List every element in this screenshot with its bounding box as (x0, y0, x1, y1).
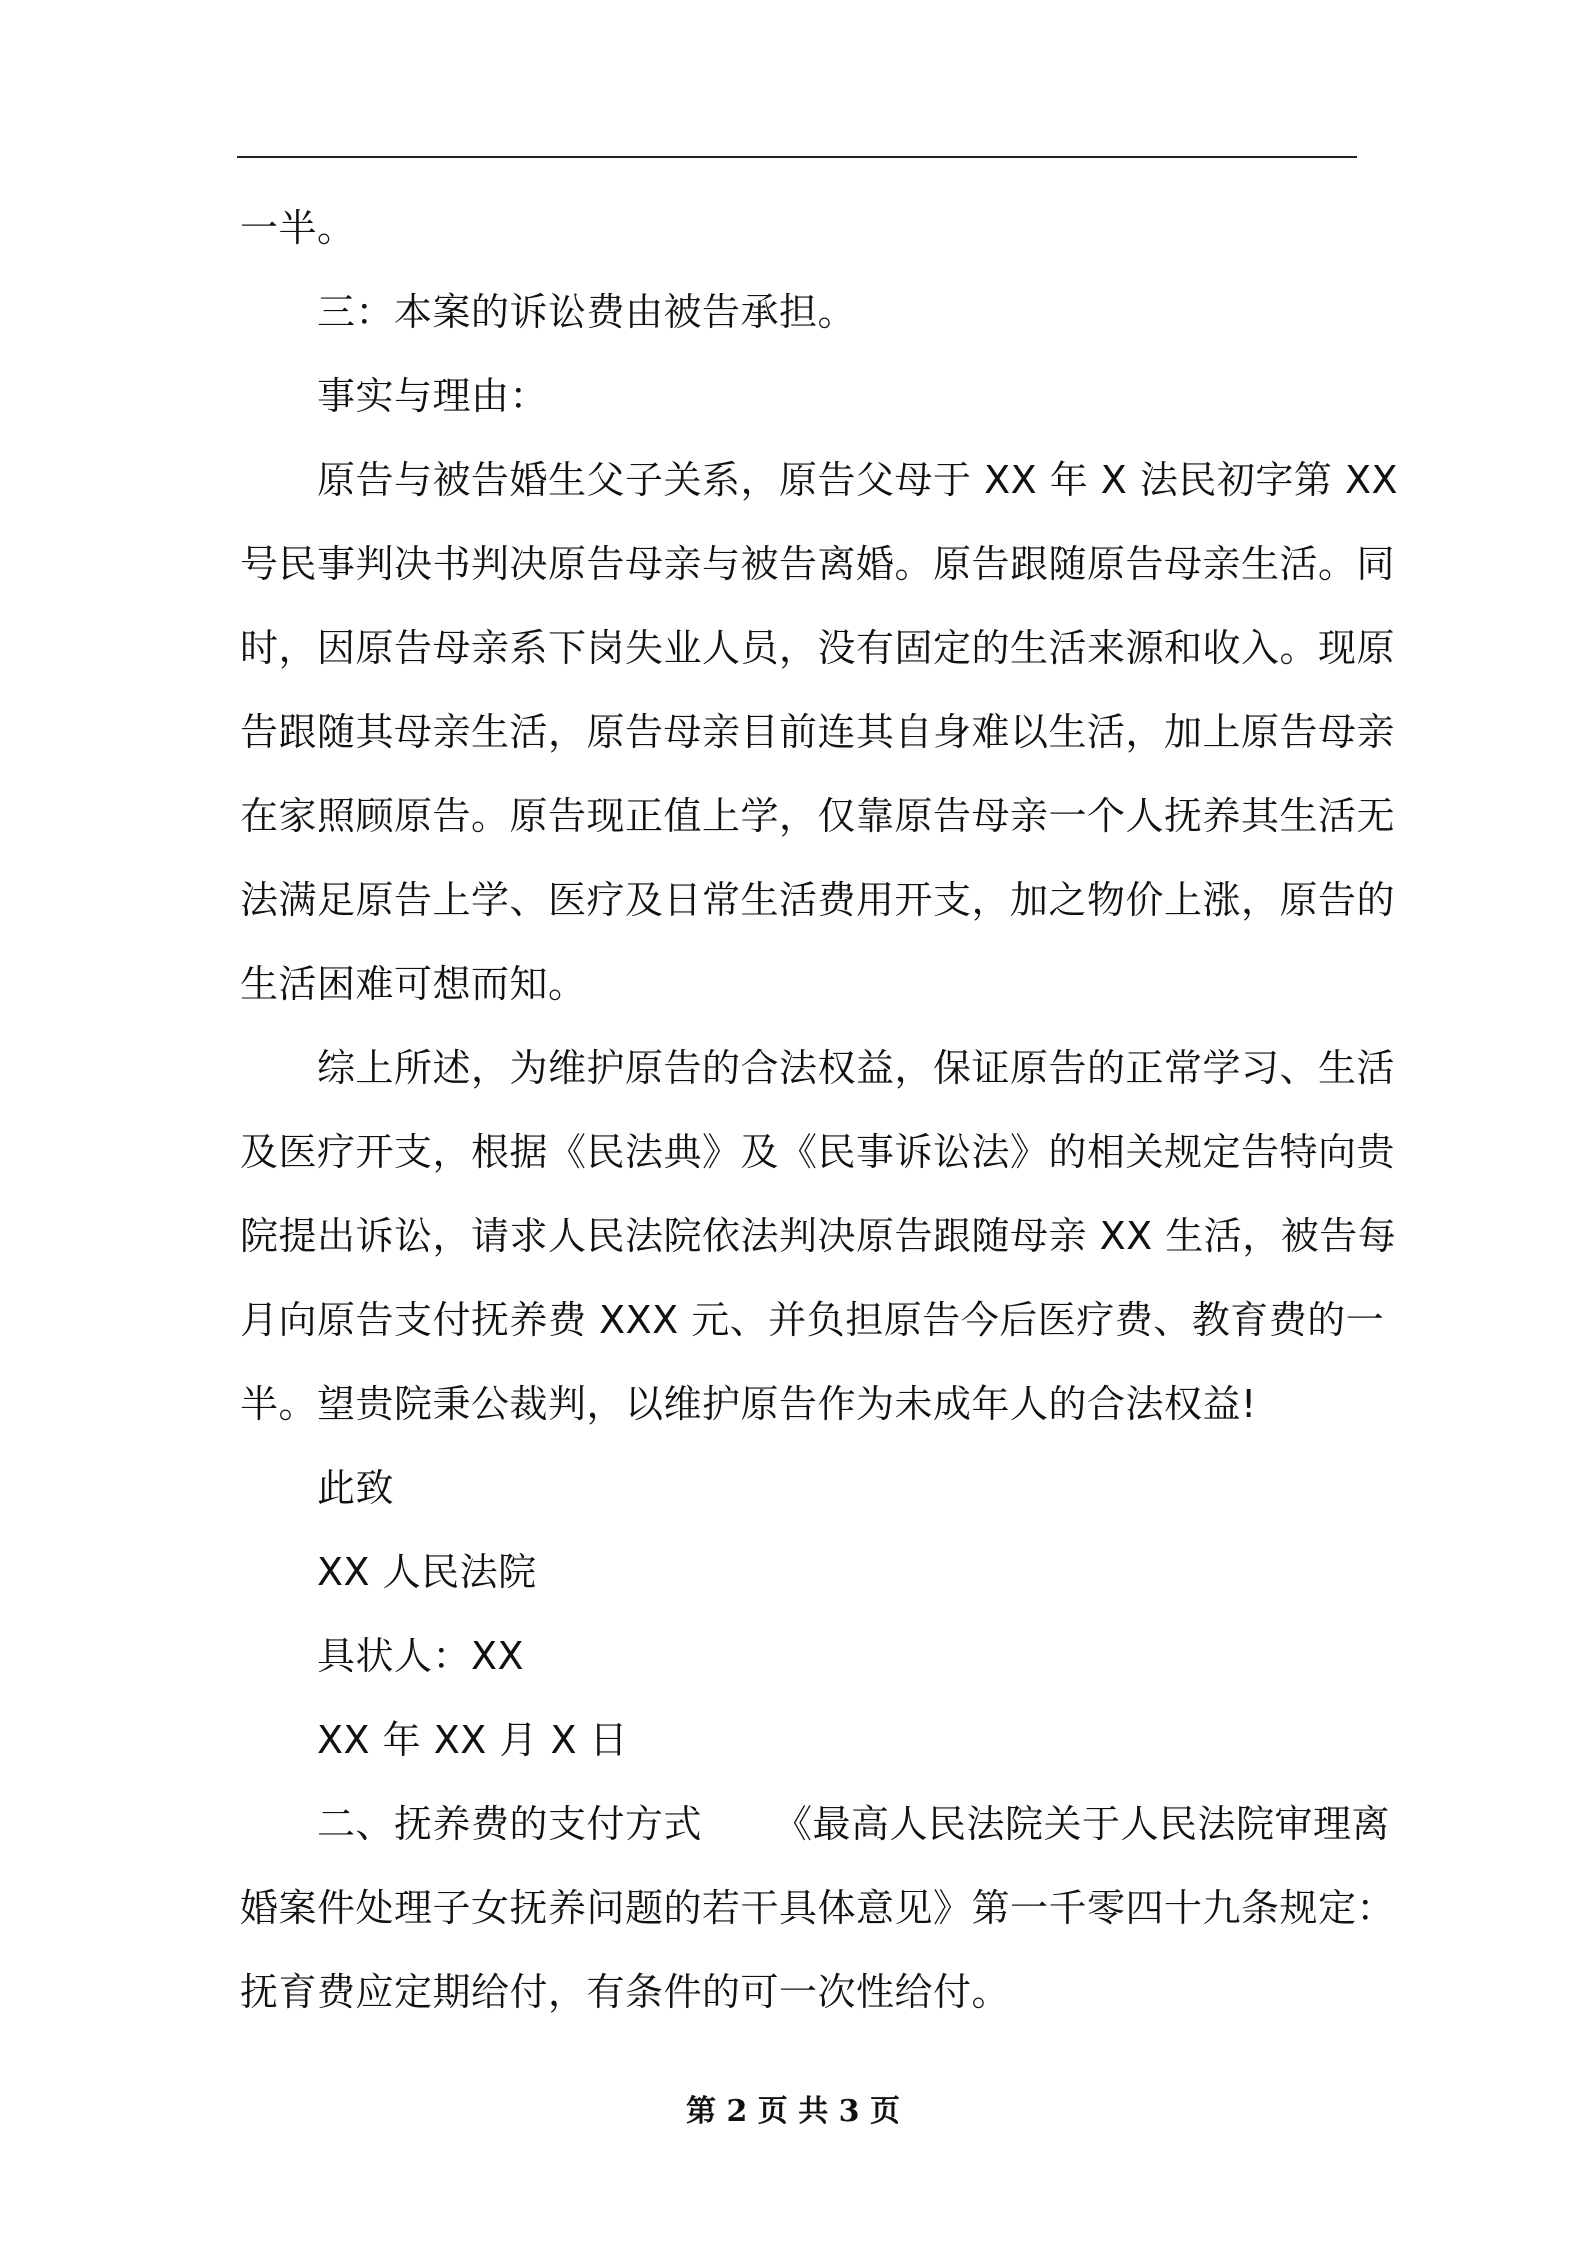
paragraph-line: 在家照顾原告。原告现正值上学，仅靠原告母亲一个人抚养其生活无 (240, 794, 1396, 838)
paragraph-line: 三：本案的诉讼费由被告承担。 (317, 290, 857, 334)
paragraph-line: 抚育费应定期给付，有条件的可一次性给付。 (240, 1970, 1011, 2014)
plaintiff-signature: 具状人：XX (317, 1634, 525, 1678)
paragraph-line: 综上所述，为维护原告的合法权益，保证原告的正常学习、生活 (317, 1046, 1396, 1090)
paragraph-line: 月向原告支付抚养费 XXX 元、并负担原告今后医疗费、教育费的一 (240, 1298, 1385, 1342)
closing-salutation: 此致 (317, 1466, 395, 1510)
section-heading-line (240, 1782, 1391, 1866)
paragraph-line: 号民事判决书判决原告母亲与被告离婚。原告跟随原告母亲生活。同 (240, 542, 1396, 586)
paragraph-line: 原告与被告婚生父子关系，原告父母于 XX 年 X 法民初字第 XX (317, 458, 1399, 502)
page-number-footer: 第 2 页 共 3 页 (686, 2094, 900, 2129)
header-rule (237, 156, 1357, 158)
document-date: XX 年 XX 月 X 日 (317, 1718, 629, 1762)
paragraph-line: 时，因原告母亲系下岗失业人员，没有固定的生活来源和收入。现原 (240, 626, 1396, 670)
paragraph-line: 生活困难可想而知。 (240, 962, 587, 1006)
paragraph-line: 法满足原告上学、医疗及日常生活费用开支，加之物价上涨，原告的 (240, 878, 1396, 922)
paragraph-line: 事实与理由： (317, 374, 549, 418)
paragraph-line: 及医疗开支，根据《民法典》及《民事诉讼法》的相关规定告特向贵 (240, 1130, 1396, 1174)
paragraph-line: 告跟随其母亲生活，原告母亲目前连其自身难以生活，加上原告母亲 (240, 710, 1396, 754)
section-heading-citation: 《最高人民法院关于人民法院审理离 (774, 1802, 1391, 1846)
paragraph-line: 半。望贵院秉公裁判，以维护原告作为未成年人的合法权益! (240, 1382, 1257, 1426)
paragraph-line: 婚案件处理子女抚养问题的若干具体意见》第一千零四十九条规定： (240, 1886, 1396, 1930)
paragraph-line: 院提出诉讼，请求人民法院依法判决原告跟随母亲 XX 生活，被告每 (240, 1214, 1397, 1258)
court-addressee: XX 人民法院 (317, 1550, 537, 1594)
section-heading: 二、抚养费的支付方式 (317, 1802, 703, 1846)
paragraph-line: 一半。 (240, 206, 356, 250)
